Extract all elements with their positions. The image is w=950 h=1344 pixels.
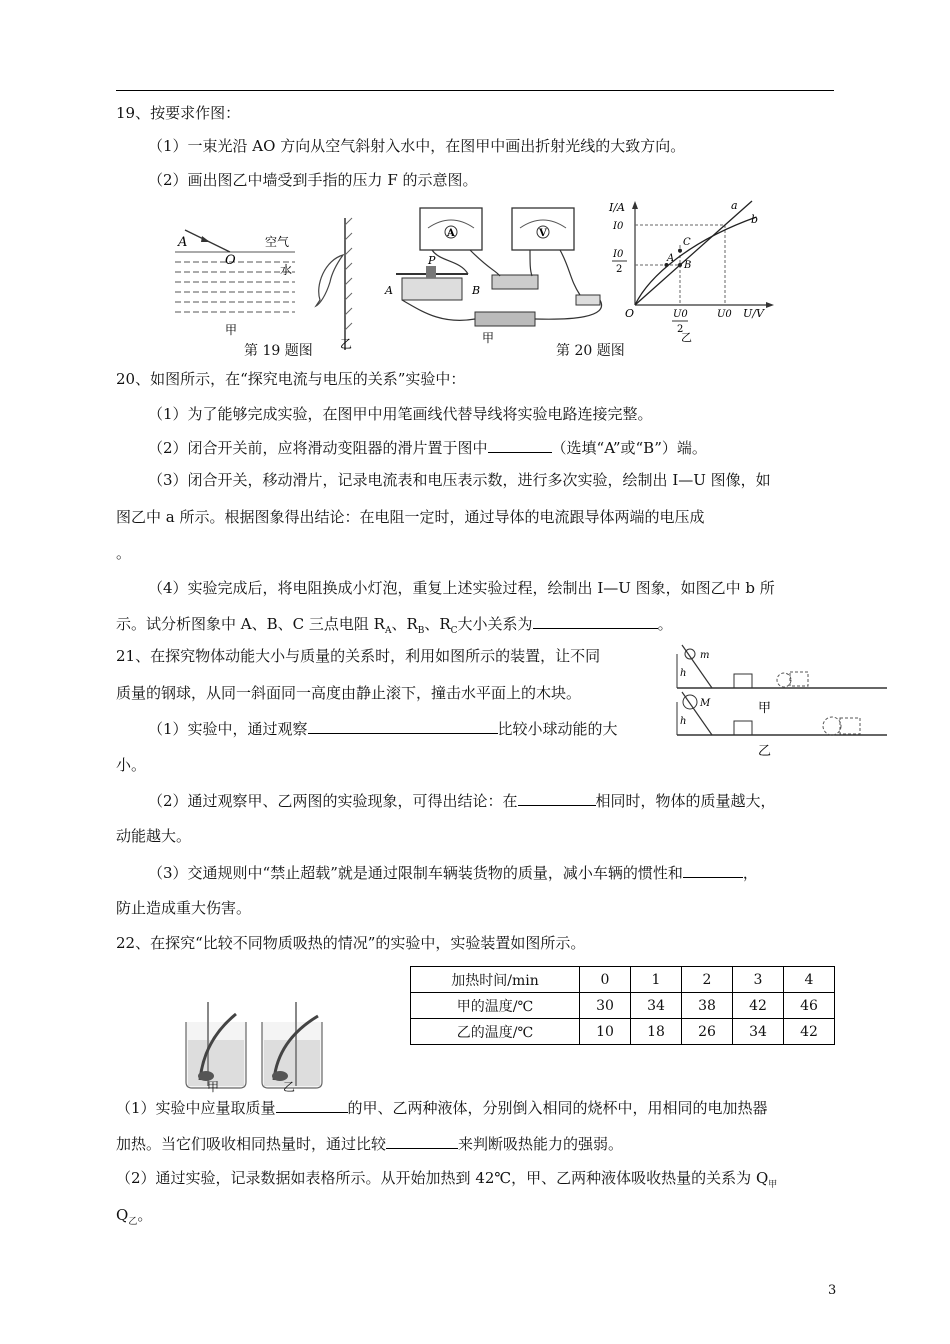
label-m: m	[700, 650, 710, 661]
q20-part2	[148, 437, 707, 458]
beaker-jia-label: 甲	[207, 1080, 220, 1094]
q21-part3-suffix: ，	[742, 864, 758, 882]
table-cell: 34	[631, 993, 682, 1019]
switch	[576, 295, 600, 305]
beaker-yi	[262, 1002, 322, 1088]
table-cell: 18	[631, 1019, 682, 1045]
q21-part2-end: 动能越大。	[116, 827, 192, 845]
q22-part2-end: 。	[137, 1206, 153, 1224]
label-air: 空气	[265, 235, 290, 249]
q20-title: 20、如图所示，在“探究电流与电压的关系”实验中：	[116, 370, 466, 388]
beaker-yi-label: 乙	[283, 1080, 296, 1094]
point-B-label: B	[684, 260, 692, 271]
table-cell: 4	[784, 967, 835, 993]
rheostat	[396, 266, 468, 300]
q21-part3	[148, 862, 758, 883]
table-cell: 0	[580, 967, 631, 993]
x-arrow-icon	[766, 302, 774, 308]
table-cell: 乙的温度/℃	[411, 1019, 580, 1045]
q20-part4-line1: （4）实验完成后，将电阻换成小灯泡，重复上述实验过程，绘制出 I—U 图象，如图乙中 b 所	[148, 579, 775, 597]
table-cell: 42	[733, 993, 784, 1019]
label-A: A	[178, 235, 188, 250]
q21-part1	[148, 718, 618, 739]
figure-21	[672, 640, 892, 765]
sub-yi: 乙	[128, 1217, 138, 1227]
q21-part1-suffix: 比较小球动能的大	[497, 720, 618, 738]
origin-label: O	[625, 307, 635, 320]
table-row	[411, 967, 835, 993]
table-cell: 2	[682, 967, 733, 993]
tick-I0: I0	[613, 221, 624, 232]
q22-part1-line2	[116, 1133, 623, 1154]
label-rheostat-B: B	[472, 284, 481, 297]
q21-line2: 质量的钢球，从同一斜面同一高度由静止滚下，撞击水平面上的木块。	[116, 684, 582, 702]
sep2: 、R	[424, 615, 451, 633]
sub-C: C	[450, 626, 458, 636]
finger	[316, 255, 343, 306]
resistor	[492, 275, 538, 289]
table-cell: 甲的温度/℃	[411, 993, 580, 1019]
answer-blank-q21-2[interactable]	[518, 790, 596, 806]
table-cell: 30	[580, 993, 631, 1019]
temperature-table	[410, 966, 835, 1045]
label-jia-21: 甲	[758, 701, 772, 716]
table-cell: 10	[580, 1019, 631, 1045]
q21-part1-end: 小。	[116, 756, 147, 774]
ray-arrow-icon	[201, 236, 210, 242]
tick-U0-half-den: 2	[677, 324, 684, 335]
label-jia: 甲	[225, 323, 238, 337]
label-h2: h	[680, 716, 687, 727]
q22-title: 22、在探究“比较不同物质吸热的情况”的实验中，实验装置如图所示。	[116, 934, 586, 952]
answer-blank-q22-2[interactable]	[386, 1133, 458, 1149]
q22-part1-suffix: 的甲、乙两种液体，分别倒入相同的烧杯中，用相同的电加热器	[347, 1099, 768, 1117]
q20-part2-suffix: （选填“A”或“B”）端。	[551, 439, 707, 457]
sub-B: B	[417, 626, 425, 636]
answer-blank-q21-1[interactable]	[308, 718, 498, 734]
sub-jia: 甲	[768, 1180, 778, 1190]
point-B	[678, 263, 682, 267]
y-axis-label: I/A	[609, 201, 625, 214]
beaker-jia	[186, 1002, 246, 1088]
table-row	[411, 993, 835, 1019]
label-M: M	[700, 698, 711, 709]
q19-part1: （1）一束光沿 AO 方向从空气斜射入水中，在图甲中画出折射光线的大致方向。	[148, 137, 686, 155]
y-arrow-icon	[632, 201, 638, 209]
wall-hatch	[345, 218, 352, 330]
table-cell: 42	[784, 1019, 835, 1045]
fig20-caption: 第 20 题图	[556, 343, 625, 359]
tick-I0-half-num: I0	[613, 249, 624, 260]
curve-a	[635, 201, 752, 305]
ammeter	[420, 208, 482, 250]
point-C-label: C	[683, 237, 691, 248]
answer-blank-q22-1[interactable]	[276, 1097, 348, 1113]
label-P: P	[428, 254, 436, 267]
q22-part2	[116, 1168, 777, 1195]
table-cell: 26	[682, 1019, 733, 1045]
label-jia-circuit: 甲	[482, 331, 495, 345]
q21-part2-prefix: （2）通过观察甲、乙两图的实验现象，可得出结论：在	[148, 792, 518, 810]
sep1: 、R	[391, 615, 418, 633]
q20-part4-end: 。	[657, 615, 673, 633]
voltmeter-label: V	[539, 228, 547, 239]
ammeter-label: A	[447, 228, 455, 239]
figure-20-circuit	[380, 200, 610, 345]
table-cell: 46	[784, 993, 835, 1019]
q20-part4-text: 示。试分析图象中 A、B、C 三点电阻 R	[116, 615, 385, 633]
q22-part1	[116, 1097, 768, 1118]
q21-part1-prefix: （1）实验中，通过观察	[148, 720, 308, 738]
q20-part4-post: 大小关系为	[457, 615, 533, 633]
fig19-caption: 第 19 题图	[244, 343, 313, 359]
point-A-label: A	[667, 253, 675, 264]
q20-part4-line2	[116, 613, 673, 641]
point-C	[678, 249, 682, 253]
curve-a-label: a	[731, 199, 738, 212]
table-cell: 34	[733, 1019, 784, 1045]
answer-blank-q20-4[interactable]	[533, 613, 658, 629]
q21-part2	[148, 790, 776, 811]
tick-U0: U0	[717, 309, 732, 320]
q20-part3-line1: （3）闭合开关，移动滑片，记录电流表和电压表示数，进行多次实验，绘制出 I—U 图像，如	[148, 471, 771, 489]
q19-part2: （2）画出图乙中墙受到手指的压力 F 的示意图。	[148, 171, 478, 189]
table-row	[411, 1019, 835, 1045]
q21-part3-end: 防止造成重大伤害。	[116, 899, 252, 917]
figure-22-beakers	[178, 1000, 338, 1095]
q22-part1-line2-prefix: 加热。当它们吸收相同热量时，通过比较	[116, 1135, 387, 1153]
battery	[475, 312, 535, 326]
q19-title: 19、按要求作图：	[116, 104, 241, 122]
q21-title: 21、在探究物体动能大小与质量的关系时，利用如图所示的装置，让不同	[116, 647, 601, 665]
figure-19	[170, 200, 370, 360]
q22-part2-line2	[116, 1205, 152, 1232]
q20-part3-line2: 图乙中 a 所示。根据图象得出结论：在电阻一定时，通过导体的电流跟导体两端的电压成	[116, 508, 705, 526]
label-yi-graph: 乙	[681, 331, 692, 344]
q21-part3-prefix: （3）交通规则中“禁止超载”就是通过限制车辆装货物的质量，减小车辆的惯性和	[148, 864, 683, 882]
figure-20-graph	[605, 195, 780, 345]
voltmeter	[512, 208, 574, 250]
q20-part2-prefix: （2）闭合开关前，应将滑动变阻器的滑片置于图中	[148, 439, 488, 457]
header-rule	[116, 90, 834, 91]
label-water: 水	[280, 263, 293, 277]
page-number: 3	[828, 1283, 837, 1298]
answer-blank-q21-3[interactable]	[683, 862, 743, 878]
sub-A: A	[384, 626, 392, 636]
label-O: O	[225, 253, 236, 268]
q20-part3-line3: 。	[116, 544, 132, 562]
table-cell: 1	[631, 967, 682, 993]
tick-U0-half-num: U0	[673, 309, 688, 320]
label-rheostat-A: A	[385, 284, 393, 297]
q22-part1-prefix: （1）实验中应量取质量	[116, 1099, 276, 1117]
x-axis-label: U/V	[743, 307, 764, 320]
q22-part2-text: （2）通过实验，记录数据如表格所示。从开始加热到 42℃，甲、乙两种液体吸收热量的关系为 Q	[116, 1169, 769, 1187]
table-cell: 38	[682, 993, 733, 1019]
label-yi-21: 乙	[758, 744, 772, 759]
table-cell: 加热时间/min	[411, 967, 580, 993]
tick-I0-half-den: 2	[616, 264, 623, 275]
label-yi: 乙	[340, 337, 353, 351]
curve-b	[635, 217, 757, 305]
q22-part1-line2-suffix: 来判断吸热能力的强弱。	[458, 1135, 624, 1153]
curve-b-label: b	[751, 213, 759, 226]
answer-blank-q20-2[interactable]	[488, 437, 552, 453]
q20-part1: （1）为了能够完成实验，在图甲中用笔画线代替导线将实验电路连接完整。	[148, 405, 653, 423]
q21-part2-suffix: 相同时，物体的质量越大，	[595, 792, 776, 810]
table-cell: 3	[733, 967, 784, 993]
label-h1: h	[680, 668, 687, 679]
q22-part2-Q: Q	[116, 1206, 129, 1224]
